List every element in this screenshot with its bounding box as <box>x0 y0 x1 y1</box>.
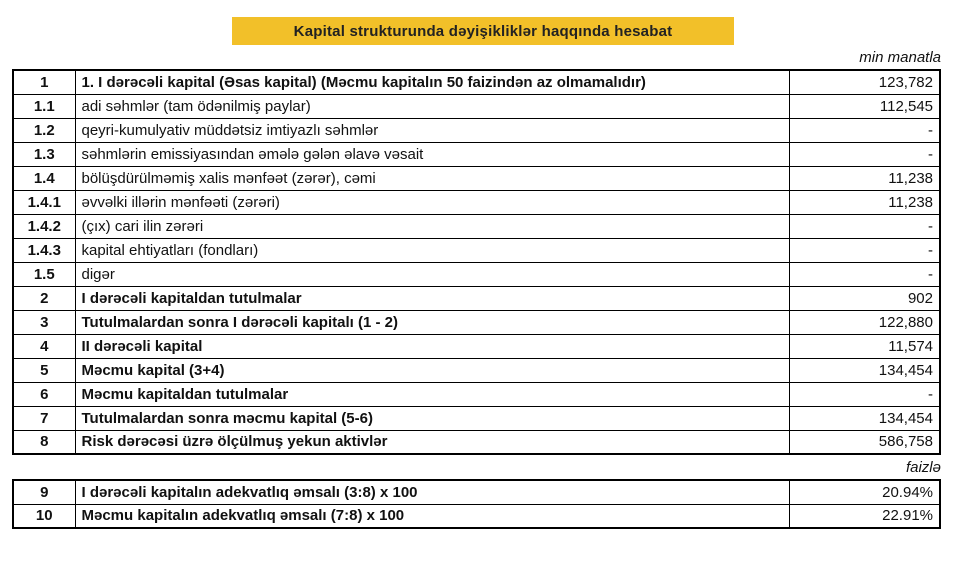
row-label: Məcmu kapitalın adekvatlıq əmsalı (7:8) x 100 <box>75 504 789 528</box>
row-label: (çıx) cari ilin zərəri <box>75 214 789 238</box>
row-number: 1.2 <box>13 118 75 142</box>
row-value: 586,758 <box>789 430 940 454</box>
row-label: I dərəcəli kapitalın adekvatlıq əmsalı (3:8) x 100 <box>75 480 789 504</box>
table-row <box>13 166 940 190</box>
row-number: 6 <box>13 382 75 406</box>
row-value: 11,238 <box>789 166 940 190</box>
table-row <box>13 358 940 382</box>
table-row <box>13 214 940 238</box>
table-row <box>13 190 940 214</box>
row-value: 134,454 <box>789 406 940 430</box>
row-value: 112,545 <box>789 94 940 118</box>
table-row <box>13 286 940 310</box>
row-number: 1.4.3 <box>13 238 75 262</box>
row-value: - <box>789 118 940 142</box>
table-row <box>13 504 940 528</box>
capital-structure-table <box>12 69 941 455</box>
unit-note-percent: faizlə <box>905 459 941 476</box>
row-label: II dərəcəli kapital <box>75 334 789 358</box>
row-number: 2 <box>13 286 75 310</box>
row-value: - <box>789 214 940 238</box>
table-row <box>13 70 940 94</box>
row-label: bölüşdürülməmiş xalis mənfəət (zərər), cəmi <box>75 166 789 190</box>
row-label: 1. I dərəcəli kapital (Əsas kapital) (Məcmu kapitalın 50 faizindən az olmamalıdır) <box>75 70 789 94</box>
row-number: 8 <box>13 430 75 454</box>
row-label: kapital ehtiyatları (fondları) <box>75 238 789 262</box>
table-row <box>13 430 940 454</box>
row-value: 20.94% <box>789 480 940 504</box>
row-number: 1.4.2 <box>13 214 75 238</box>
row-number: 1.5 <box>13 262 75 286</box>
table-row <box>13 262 940 286</box>
row-label: qeyri-kumulyativ müddətsiz imtiyazlı səhmlər <box>75 118 789 142</box>
table-row <box>13 334 940 358</box>
row-label: əvvəlki illərin mənfəəti (zərəri) <box>75 190 789 214</box>
row-label: səhmlərin emissiyasından əmələ gələn əlavə vəsait <box>75 142 789 166</box>
table-row <box>13 310 940 334</box>
row-number: 1.1 <box>13 94 75 118</box>
table-row <box>13 480 940 504</box>
table-row <box>13 382 940 406</box>
row-value: 123,782 <box>789 70 940 94</box>
row-value: 22.91% <box>789 504 940 528</box>
row-number: 10 <box>13 504 75 528</box>
row-value: - <box>789 238 940 262</box>
row-number: 1.3 <box>13 142 75 166</box>
unit-note-thousands: min manatla <box>859 49 941 66</box>
row-value: 902 <box>789 286 940 310</box>
row-number: 1.4.1 <box>13 190 75 214</box>
table-row <box>13 94 940 118</box>
row-value: 122,880 <box>789 310 940 334</box>
row-label: adi səhmlər (tam ödənilmiş paylar) <box>75 94 789 118</box>
table-row <box>13 406 940 430</box>
row-label: Tutulmalardan sonra I dərəcəli kapitalı (1 - 2) <box>75 310 789 334</box>
row-number: 5 <box>13 358 75 382</box>
row-value: 11,238 <box>789 190 940 214</box>
row-value: - <box>789 382 940 406</box>
row-value: 134,454 <box>789 358 940 382</box>
row-number: 1.4 <box>13 166 75 190</box>
row-label: Məcmu kapitaldan tutulmalar <box>75 382 789 406</box>
row-value: - <box>789 142 940 166</box>
page-title: Kapital strukturunda dəyişikliklər haqqında hesabat <box>293 22 673 40</box>
row-number: 4 <box>13 334 75 358</box>
row-number: 7 <box>13 406 75 430</box>
row-value: 11,574 <box>789 334 940 358</box>
row-label: Risk dərəcəsi üzrə ölçülmuş yekun aktivlər <box>75 430 789 454</box>
row-value: - <box>789 262 940 286</box>
row-number: 9 <box>13 480 75 504</box>
row-number: 3 <box>13 310 75 334</box>
report-title-bar <box>232 17 734 45</box>
row-label: Tutulmalardan sonra məcmu kapital (5-6) <box>75 406 789 430</box>
adequacy-ratio-table <box>12 479 941 529</box>
table-row <box>13 142 940 166</box>
row-label: Məcmu kapital (3+4) <box>75 358 789 382</box>
table-row <box>13 238 940 262</box>
table-row <box>13 118 940 142</box>
row-label: digər <box>75 262 789 286</box>
row-number: 1 <box>13 70 75 94</box>
row-label: I dərəcəli kapitaldan tutulmalar <box>75 286 789 310</box>
